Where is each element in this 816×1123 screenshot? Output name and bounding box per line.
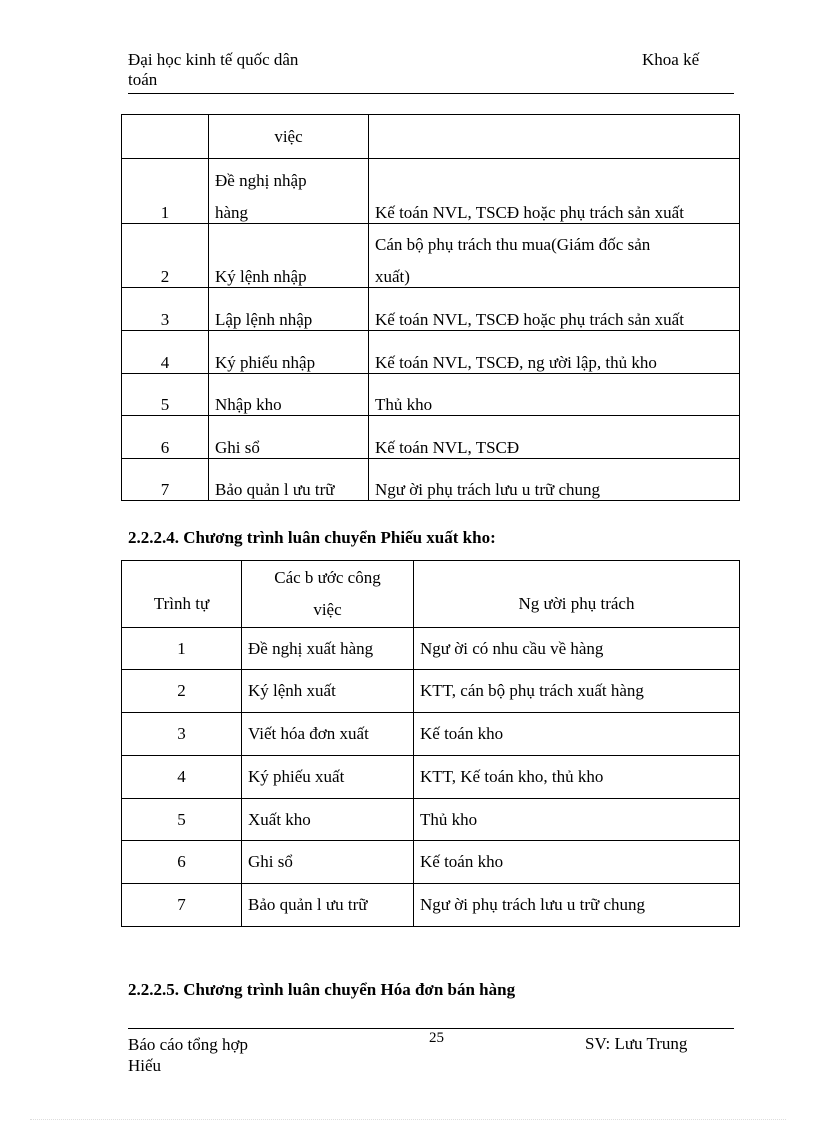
table-row	[122, 884, 740, 927]
header-steps	[242, 561, 414, 628]
header-university-cont: toán	[128, 70, 158, 89]
header-university: Đại học kinh tế quốc dân	[128, 50, 299, 69]
table-row	[122, 331, 740, 374]
cell-step: Bảo quản l ưu trữ	[242, 884, 414, 927]
cell-person-line: Kế toán NVL, TSCĐ	[375, 438, 520, 457]
footer-rule	[128, 1028, 734, 1029]
table-row	[122, 159, 740, 224]
cell-person: Kế toán kho	[414, 713, 740, 756]
cell-order: 3	[122, 713, 242, 756]
cell-step-line: Bảo quản l ưu trữ	[215, 480, 335, 499]
cell-step-line: Ghi sổ	[215, 438, 260, 457]
table-row	[122, 374, 740, 416]
cell-person-line: Kế toán NVL, TSCĐ hoặc phụ trách sản xuất	[375, 203, 684, 222]
cell-order: 6	[122, 841, 242, 884]
header-steps-line2: việc	[313, 600, 342, 619]
cell-person: KTT, cán bộ phụ trách xuất hàng	[414, 670, 740, 713]
cell-order: 1	[122, 159, 209, 224]
footer-report: Báo cáo tổng hợp	[128, 1035, 248, 1054]
cell-order: 4	[122, 331, 209, 374]
cell-person-line: Cán bộ phụ trách thu mua(Giám đốc sản	[375, 235, 651, 254]
cell-step: Viết hóa đơn xuất	[242, 713, 414, 756]
header-rule	[128, 93, 734, 94]
cell-order: 5	[122, 799, 242, 841]
cell-person	[369, 288, 740, 331]
cell-order: 7	[122, 459, 209, 501]
footer-left	[128, 1034, 248, 1076]
cell-order: 2	[122, 224, 209, 288]
section-heading-2-2-2-5: 2.2.2.5. Chương trình luân chuyển Hóa đơn bán hàng	[128, 980, 516, 999]
table-row	[122, 288, 740, 331]
table-row	[122, 841, 740, 884]
cell-person-line: Ngư ời phụ trách lưu u trữ chung	[375, 480, 601, 499]
cell-step-line: Nhập kho	[215, 395, 282, 414]
cell-person	[369, 115, 740, 159]
header-faculty: Khoa kế	[642, 50, 700, 69]
footer-report-cont: Hiếu	[128, 1056, 162, 1075]
cell-step-line: việc	[274, 126, 303, 146]
cell-order: 1	[122, 628, 242, 670]
table-header-row	[122, 561, 740, 628]
cell-person: Kế toán kho	[414, 841, 740, 884]
cell-person	[369, 159, 740, 224]
cell-order: 5	[122, 374, 209, 416]
table-row	[122, 115, 740, 159]
cell-order: 4	[122, 756, 242, 799]
table-row	[122, 670, 740, 713]
table-row	[122, 756, 740, 799]
cell-order: 7	[122, 884, 242, 927]
cell-step	[209, 416, 369, 459]
cell-step	[209, 115, 369, 159]
cell-person	[369, 331, 740, 374]
cell-step-line: Ký lệnh nhập	[215, 267, 307, 286]
cell-step-line: Đề nghị nhập	[215, 171, 307, 190]
header-left	[128, 50, 298, 90]
cell-step: Ký lệnh xuất	[242, 670, 414, 713]
cell-order: 3	[122, 288, 209, 331]
section-heading-2-2-2-4: 2.2.2.4. Chương trình luân chuyển Phiếu xuất kho:	[128, 528, 496, 547]
cell-step	[209, 288, 369, 331]
import-flow-table	[121, 114, 740, 501]
cell-step: Đề nghị xuất hàng	[242, 628, 414, 670]
cell-person	[369, 459, 740, 501]
cell-step-line: Ký phiếu nhập	[215, 353, 316, 372]
cell-step: Ghi sổ	[242, 841, 414, 884]
table-row	[122, 416, 740, 459]
header-steps-line1: Các b ước công	[274, 568, 381, 587]
page-bottom-divider	[30, 1119, 786, 1120]
cell-person-line: Kế toán NVL, TSCĐ, ng ười lập, thủ kho	[375, 353, 657, 372]
cell-person-line: Thủ kho	[375, 395, 433, 414]
table-row	[122, 224, 740, 288]
cell-step	[209, 159, 369, 224]
table-row	[122, 799, 740, 841]
table-row	[122, 713, 740, 756]
cell-person	[369, 374, 740, 416]
cell-person: Ngư ời phụ trách lưu u trữ chung	[414, 884, 740, 927]
table-row	[122, 459, 740, 501]
cell-person	[369, 224, 740, 288]
cell-person-line: Kế toán NVL, TSCĐ hoặc phụ trách sản xuất	[375, 310, 684, 329]
cell-step: Xuất kho	[242, 799, 414, 841]
cell-step-line: hàng	[215, 203, 249, 222]
page-number: 25	[429, 1030, 444, 1046]
cell-order	[122, 115, 209, 159]
cell-order: 6	[122, 416, 209, 459]
header-order: Trình tự	[122, 561, 242, 628]
cell-person	[369, 416, 740, 459]
cell-step	[209, 374, 369, 416]
cell-person: KTT, Kế toán kho, thủ kho	[414, 756, 740, 799]
cell-order: 2	[122, 670, 242, 713]
header-person: Ng ười phụ trách	[414, 561, 740, 628]
cell-person: Thủ kho	[414, 799, 740, 841]
export-flow-table	[121, 560, 740, 927]
footer-student: SV: Lưu Trung	[585, 1034, 688, 1053]
cell-step: Ký phiếu xuất	[242, 756, 414, 799]
table-row	[122, 628, 740, 670]
cell-step	[209, 224, 369, 288]
cell-person: Ngư ời có nhu cầu về hàng	[414, 628, 740, 670]
cell-step	[209, 331, 369, 374]
cell-person-line: xuất)	[375, 267, 410, 286]
cell-step-line: Lập lệnh nhập	[215, 310, 313, 329]
cell-step	[209, 459, 369, 501]
